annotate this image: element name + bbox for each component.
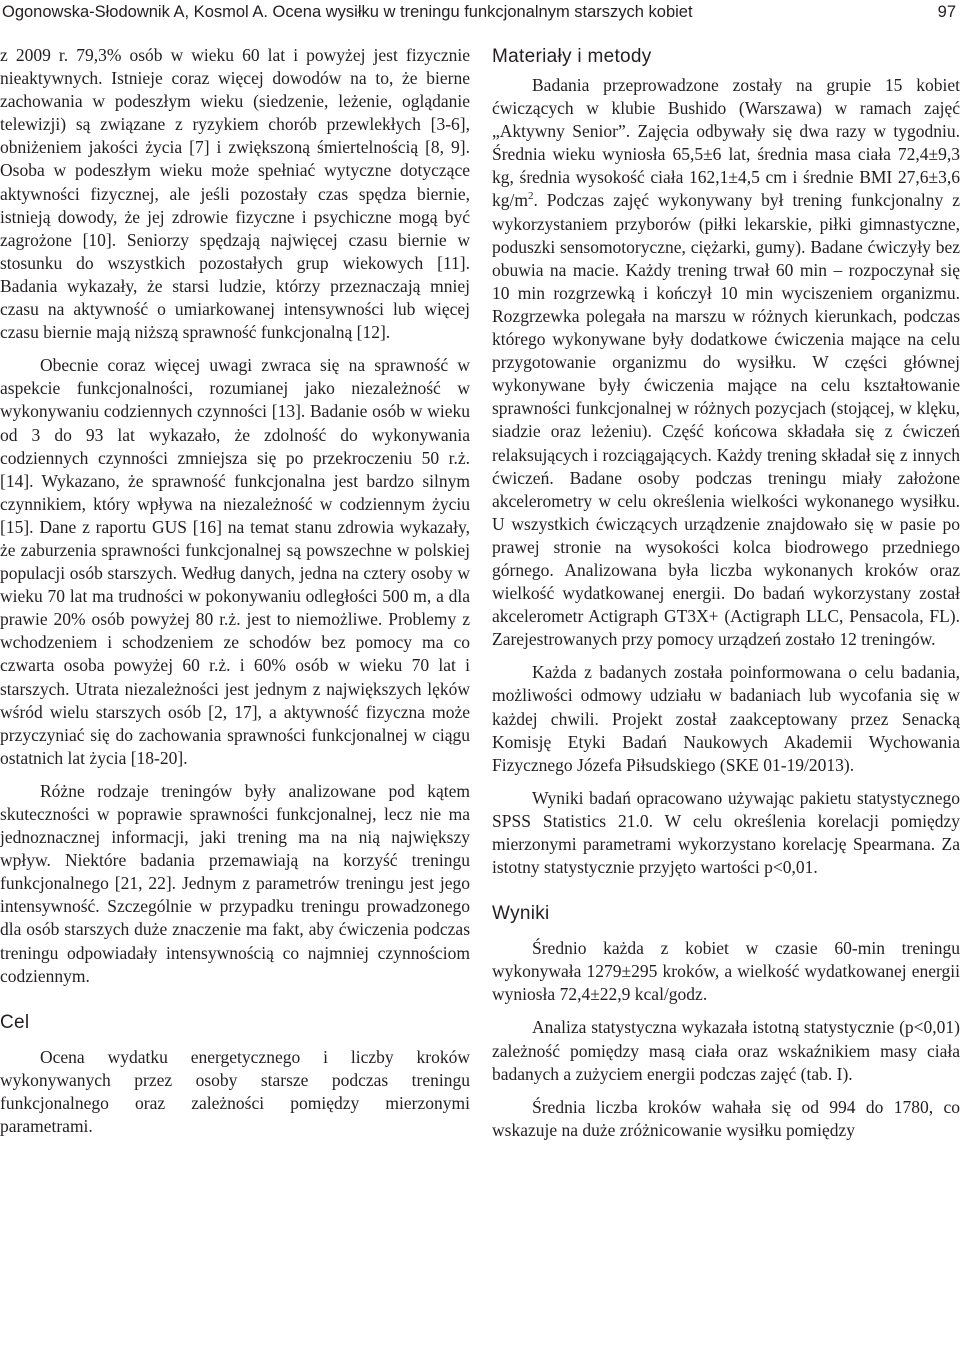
methods-paragraph-1 — [492, 74, 960, 651]
left-column — [0, 44, 470, 1364]
results-paragraph-2: Analiza statystyczna wykazała istotną statystycznie (p<0,01) zależność pomiędzy masą ciała oraz wskaźnikiem masy ciała badanych a zużyciem energii podczas zajęć (tab. I). — [492, 1017, 960, 1084]
aim-paragraph: Ocena wydatku energetycznego i liczby kroków wykonywanych przez osoby starsze podczas treningu funkcjonalnego oraz zależności pomiędzy mierzonymi parametrami. — [0, 1046, 470, 1137]
section-heading-results: Wyniki — [492, 903, 550, 925]
methods-paragraph-3: Wyniki badań opracowano używając pakietu statystycznego SPSS Statistics 21.0. W celu określenia korelacji pomiędzy mierzonymi parametrami wykorzystano korelację Spearmana. Za istotny statystycznie przyjęto wartości p<0,01. — [492, 787, 960, 878]
page-number: 97 — [937, 3, 956, 21]
superscript-2: 2 — [527, 190, 534, 203]
methods-paragraph-1-part-b: . Podczas zajęć wykonywany był trening funkcjonalny z wykorzystaniem przyborów (piłki lekarskie, piłki gimnastyczne, poduszki sensomotoryczne, ciężarki, gumy). Badane ćwiczyły bez obuwia na macie. Każdy trening trwał 60 min – rozpoczynał się 10 min rozgrzewką i kończył 10 min wyciszeniem organizmu. Rozgrzewka polegała na marszu w różnych kierunkach, podczas którego wykonywane były dodatkowe ćwiczenia mające na celu przygotowanie organizmu do wysiłku. W części głównej wykonywane były ćwiczenia mające na celu kształtowanie sprawności funkcjonalnej w różnych pozycjach (stojącej, w klęku, siadzie oraz leżeniu). Część końcowa składała się z ćwiczeń relaksujących i rozciągających. Każdy trening składał się z innych ćwiczeń. Badane osoby podczas treningu miały założone akcelerometry w celu określenia wielkości wykonanego wysiłku. U wszystkich ćwiczących urządzenie znajdowało się w pasie po prawej stronie na wysokości kolca biodrowego przedniego górnego. Analizowana była liczba wykonanych kroków oraz wielkość wydatkowanej energii. Do badań wykorzystany został akcelerometr Actigraph GT3X+ (Actigraph LLC, Pensacola, FL). Zarejestrowanych przy pomocy urządzeń zostało 12 treningów. — [492, 190, 960, 650]
methods-paragraph-1-part-a: Badania przeprowadzone zostały na grupie 15 kobiet ćwiczących w klubie Bushido (Warszawa) w ramach zajęć „Aktywny Senior”. Zajęcia odbywały się dwa razy w tygodniu. Średnia wieku wyniosła 65,5±6 lat, średnia masa ciała 72,4±9,3 kg, średnia wysokość ciała 162,1±4,5 cm i średnie BMI 27,6±3,6 kg/m — [492, 75, 960, 211]
running-header — [0, 0, 960, 34]
intro-paragraph-1: z 2009 r. 79,3% osób w wieku 60 lat i powyżej jest fizycznie nieaktywnych. Istnieje coraz więcej dowodów na to, że bierne zachowania w podeszłym wieku (siedzenie, leżenie, oglądanie telewizji) są związane z ryzykiem chorób przewlekłych [3-6], obniżeniem jakości życia [7] i zwiększoną śmiertelnością [8, 9]. Osoba w podeszłym wieku może spełniać wytyczne dotyczące aktywności fizycznej, ale jeśli pozostały czas spędza biernie, istnieją dowody, że jej zdrowie fizyczne i psychiczne mogą być zagrożone [10]. Seniorzy spędzają najwięcej czasu biernie w stosunku do wszystkich pozostałych grup wiekowych [11]. Badania wykazały, że starsi ludzie, którzy przeznaczają mniej czasu na aktywność o umiarkowanej intensywności lub więcej czasu biernie mają niższą sprawność funkcjonalną [12]. — [0, 45, 470, 343]
right-column — [492, 44, 960, 1364]
intro-paragraph-3: Różne rodzaje treningów były analizowane pod kątem skuteczności w poprawie sprawności funkcjonalnej, lecz nie ma jednoznacznej informacji, jaki trening ma na nią największy wpływ. Niektóre badania przemawiają na korzyść treningu funkcjonalnego [21, 22]. Jednym z parametrów treningu jest jego intensywność. Szczególnie w przypadku treningu prowadzonego dla osób starszych duże znaczenie ma fakt, aby ćwiczenia podczas treningu odpowiadały intensywnością co najmniej czynnościom codziennym. — [0, 780, 470, 986]
methods-paragraph-2: Każda z badanych została poinformowana o celu badania, możliwości odmowy udziału w badaniach lub wycofania się w każdej chwili. Projekt został zaakceptowany przez Senacką Komisję Etyki Badań Naukowych Akademii Wychowania Fizycznego Józefa Piłsudskiego (SKE 01-19/2013). — [492, 662, 960, 775]
results-paragraph-1: Średnio każda z kobiet w czasie 60-min treningu wykonywała 1279±295 kroków, a wielkość wydatkowanej energii wyniosła 72,4±22,9 kcal/godz. — [492, 938, 960, 1005]
results-paragraph-3: Średnia liczba kroków wahała się od 994 do 1780, co wskazuje na duże zróżnicowanie wysiłku pomiędzy — [492, 1096, 960, 1140]
section-heading-cel: Cel — [0, 1011, 30, 1033]
section-heading-methods: Materiały i metody — [492, 46, 652, 67]
intro-paragraph-2: Obecnie coraz więcej uwagi zwraca się na sprawność w aspekcie funkcjonalności, rozumianej jako niezależność w wykonywaniu codziennych czynności [13]. Badanie osób w wieku od 3 do 93 lat wykazało, że zdolność do wykonywania codziennych czynności zmniejsza się po przekroczeniu 50 r.ż. [14]. Wykazano, że sprawność funkcjonalna jest bardzo silnym czynnikiem, który wpływa na niezależność w codziennym życiu [15]. Dane z raportu GUS [16] na temat stanu zdrowia wykazały, że zaburzenia sprawności funkcjonalnej są powszechne w polskiej populacji osób starszych. Według danych, jedna na cztery osoby w wieku 70 lat ma trudności w pokonywaniu odległości 500 m, a dla prawie 20% osób powyżej 80 r.ż. jest to niemożliwe. Problemy z wchodzeniem i schodzeniem ze schodów bez pomocy ma co czwarta osoba powyżej 60 r.ż. i 60% osób w wieku 70 lat i starszych. Utrata niezależności jest jednym z największych lęków wśród wielu starszych osób [2, 17], a aktywność fizyczna może przyczyniać się do zachowania sprawności funkcjonalnej w ciągu ostatnich lat życia [18-20]. — [0, 355, 470, 768]
running-title: Ogonowska-Słodownik A, Kosmol A. Ocena wysiłku w treningu funkcjonalnym starszych kobiet — [2, 3, 693, 21]
